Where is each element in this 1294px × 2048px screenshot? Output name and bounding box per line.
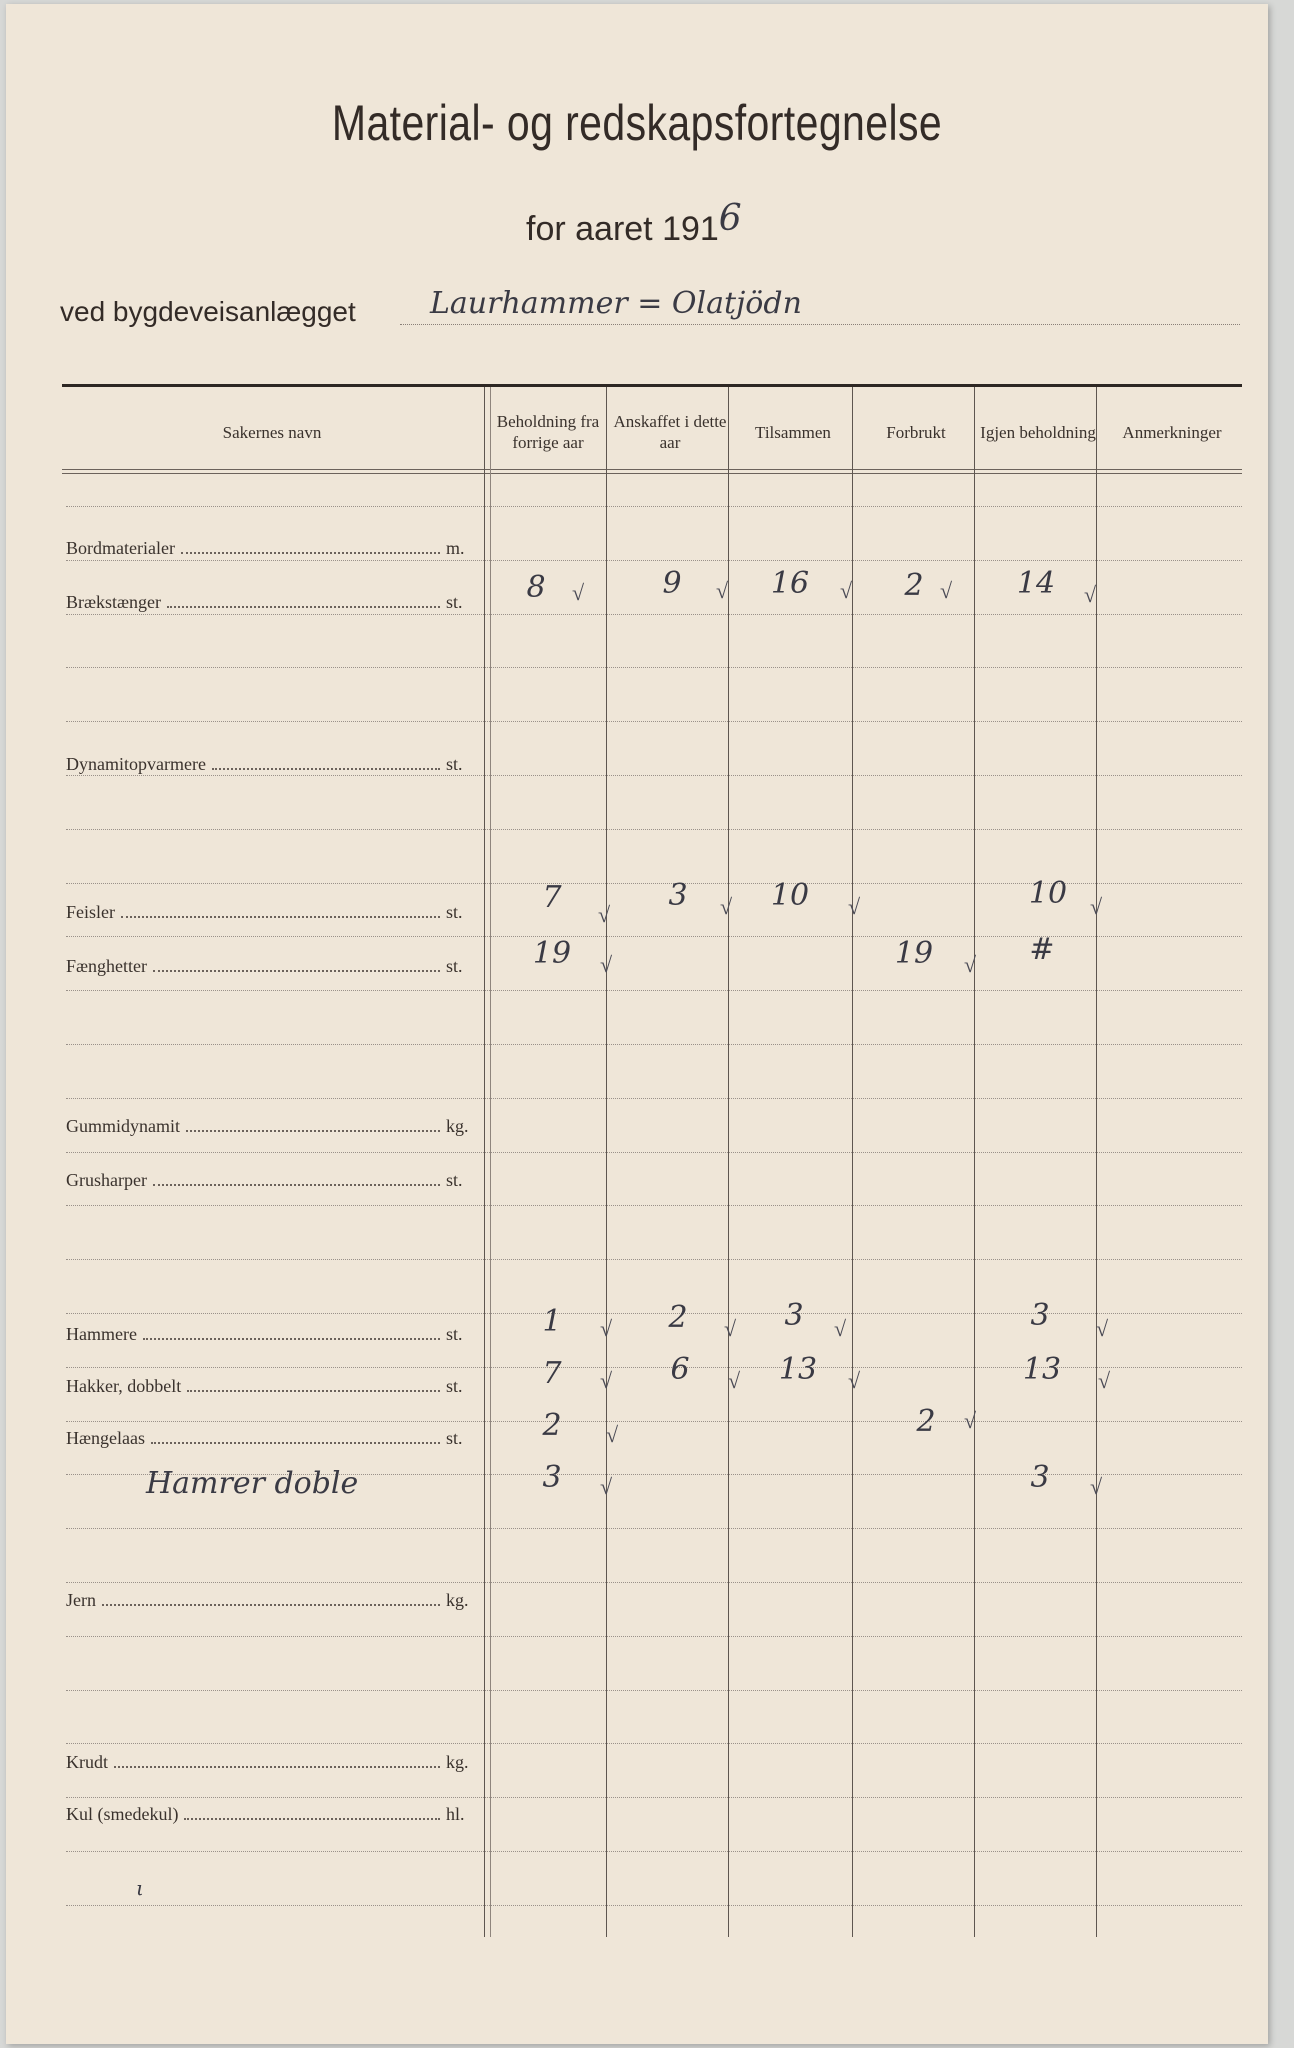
value-igjen: 13 <box>1022 1352 1062 1387</box>
check-mark: √ <box>716 578 729 603</box>
stray-pen-mark: ι <box>136 1876 144 1900</box>
col-divider <box>1096 387 1097 1937</box>
row-rule <box>66 1851 1242 1852</box>
table-top-rule <box>62 384 1242 387</box>
value-tilsammen: 3 <box>784 1298 804 1333</box>
value-forbrukt: 2 <box>904 568 924 603</box>
value-tilsammen: 13 <box>778 1352 818 1387</box>
value-igjen: 3 <box>1030 1460 1050 1495</box>
check-mark: √ <box>572 580 585 605</box>
col-header-beholdning: Beholdning fra forrige aar <box>496 412 600 452</box>
item-row: Brækstænger st. <box>66 592 463 612</box>
value-beholdning: 19 <box>532 936 572 971</box>
value-beholdning: 8 <box>526 570 546 605</box>
row-rule <box>66 829 1242 830</box>
header-bottom-rule <box>62 469 1242 470</box>
row-rule <box>66 775 1242 776</box>
check-mark: √ <box>600 1316 613 1341</box>
check-mark: √ <box>1098 1368 1111 1393</box>
row-rule <box>66 1905 1242 1906</box>
row-rule <box>66 1259 1242 1260</box>
value-tilsammen: 10 <box>770 878 810 913</box>
value-igjen: 10 <box>1028 876 1068 911</box>
check-mark: √ <box>724 1316 737 1341</box>
form-title: Material- og redskapsfortegnelse <box>331 95 943 151</box>
header-bottom-rule-2 <box>62 473 1242 474</box>
value-igjen: 3 <box>1030 1298 1050 1333</box>
item-row: Kul (smedekul) hl. <box>66 1804 465 1824</box>
item-row: Bordmaterialer m. <box>66 538 465 558</box>
check-mark: √ <box>964 1408 977 1433</box>
check-mark: √ <box>600 952 613 977</box>
row-rule <box>66 506 1242 507</box>
value-igjen: 14 <box>1016 566 1056 601</box>
item-row: Jern kg. <box>66 1590 469 1610</box>
row-rule <box>66 721 1242 722</box>
col-header-tilsammen: Tilsammen <box>755 422 831 442</box>
row-rule <box>66 1797 1242 1798</box>
check-mark: √ <box>834 1316 847 1341</box>
col-header-name: Sakernes navn <box>222 422 322 442</box>
check-mark: √ <box>728 1368 741 1393</box>
form-sheet <box>6 4 1268 2044</box>
check-mark: √ <box>848 894 861 919</box>
row-rule <box>66 667 1242 668</box>
value-beholdning: 2 <box>542 1408 562 1443</box>
row-rule <box>66 1421 1242 1422</box>
road-prefix: ved bygdeveisanlægget <box>60 296 356 327</box>
value-beholdning: 3 <box>542 1460 562 1495</box>
value-forbrukt: 19 <box>894 936 934 971</box>
check-mark: √ <box>606 1422 619 1447</box>
col-divider <box>606 387 607 1937</box>
check-mark: √ <box>720 894 733 919</box>
col-divider <box>852 387 853 1937</box>
check-mark: √ <box>1096 1316 1109 1341</box>
check-mark: √ <box>1090 894 1103 919</box>
col-header-anskaffet: Anskaffet i dette aar <box>613 412 727 452</box>
road-name-handwritten: Laurhammer = Olatjödn <box>430 286 802 321</box>
road-dotted-line <box>400 324 1240 325</box>
check-mark: √ <box>840 578 853 603</box>
year-handwritten: 6 <box>718 198 742 239</box>
value-tilsammen: 16 <box>770 566 810 601</box>
item-row: Hammere st. <box>66 1324 463 1344</box>
value-anskaffet: 2 <box>668 1300 688 1335</box>
col-divider <box>974 387 975 1937</box>
check-mark: √ <box>848 1368 861 1393</box>
value-anskaffet: 6 <box>670 1352 690 1387</box>
year-prefix: for aaret 191 <box>526 210 719 248</box>
row-rule <box>66 1636 1242 1637</box>
item-row: Fænghetter st. <box>66 956 463 976</box>
col-divider <box>484 387 485 1937</box>
item-row: Hakker, dobbelt st. <box>66 1376 463 1396</box>
value-anskaffet: 3 <box>668 878 688 913</box>
row-rule <box>66 1743 1242 1744</box>
row-rule <box>66 1205 1242 1206</box>
row-rule <box>66 1152 1242 1153</box>
col-header-igjen: Igjen beholdning <box>980 422 1096 442</box>
row-rule <box>66 990 1242 991</box>
value-anskaffet: 9 <box>662 566 682 601</box>
road-line <box>60 286 1240 328</box>
check-mark: √ <box>1090 1474 1103 1499</box>
year-line <box>526 198 742 249</box>
row-rule <box>66 1582 1242 1583</box>
row-rule <box>66 614 1242 615</box>
col-divider <box>490 387 491 1937</box>
check-mark: √ <box>964 952 977 977</box>
value-forbrukt: 2 <box>916 1404 936 1439</box>
row-rule <box>66 1528 1242 1529</box>
item-row: Dynamitopvarmere st. <box>66 754 463 774</box>
check-mark: √ <box>600 1368 613 1393</box>
check-mark: √ <box>598 902 611 927</box>
value-beholdning: 7 <box>542 1356 562 1391</box>
col-header-anmerkninger: Anmerkninger <box>1122 422 1222 442</box>
item-row: Hængelaas st. <box>66 1428 463 1448</box>
row-rule <box>66 1098 1242 1099</box>
col-header-forbrukt: Forbrukt <box>886 422 946 442</box>
handwritten-item-name: Hamrer doble <box>146 1466 359 1501</box>
check-mark: √ <box>1084 582 1097 607</box>
value-beholdning: 1 <box>542 1304 562 1339</box>
check-mark: √ <box>940 578 953 603</box>
row-rule <box>66 560 1242 561</box>
item-row: Feisler st. <box>66 902 463 922</box>
row-rule <box>66 1044 1242 1045</box>
value-beholdning: 7 <box>542 880 562 915</box>
row-rule <box>66 1690 1242 1691</box>
item-row: Gummidynamit kg. <box>66 1116 469 1136</box>
check-mark: √ <box>600 1474 613 1499</box>
value-igjen: # <box>1029 932 1055 967</box>
item-row: Grusharper st. <box>66 1170 463 1190</box>
col-divider <box>728 387 729 1937</box>
item-row: Krudt kg. <box>66 1752 469 1772</box>
